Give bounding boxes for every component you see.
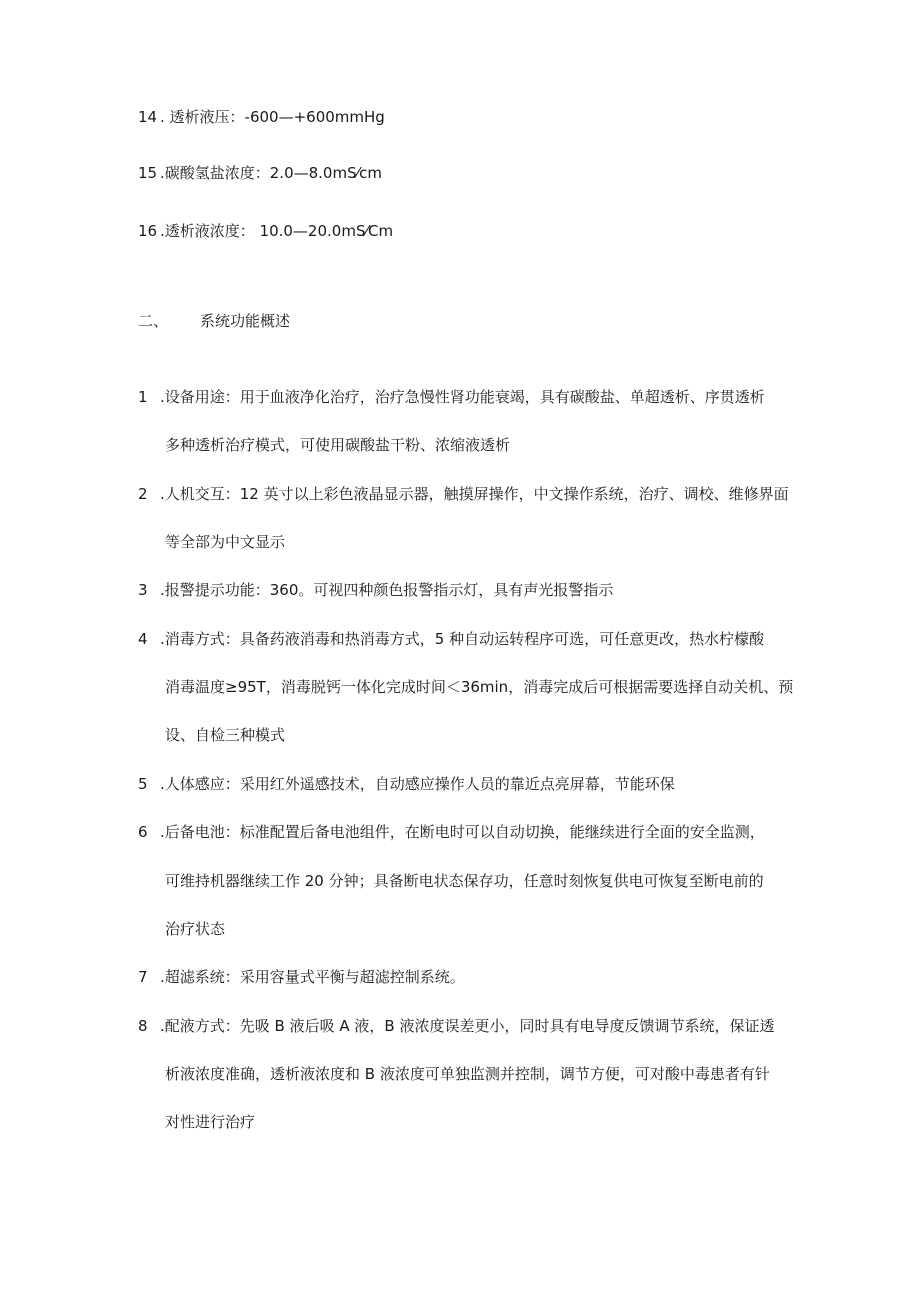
spec-text: . 透析液压：-600—+600mmHg xyxy=(160,108,385,126)
item-text: .人体感应：采用红外遥感技术，自动感应操作人员的靠近点亮屏幕，节能环保 xyxy=(160,775,675,793)
spec-text: .碳酸氢盐浓度：2.0—8.0mS⁄cm xyxy=(160,164,382,182)
item-text: 可维持机器继续工作 20 分钟；具备断电状态保存功，任意时刻恢复供电可恢复至断电前的 xyxy=(165,872,764,890)
spec-number: 16 xyxy=(138,222,158,240)
item-text: 对性进行治疗 xyxy=(165,1113,256,1131)
item-text: .设备用途：用于血液净化治疗，治疗急慢性肾功能衰竭，具有碳酸盐、单超透析、序贯透析 xyxy=(160,388,765,406)
item-text: .人机交互：12 英寸以上彩色液晶显示器，触摸屏操作，中文操作系统，治疗、调校、维修界面 xyxy=(160,485,789,503)
spec-number: 15 xyxy=(138,164,158,182)
item-number: 5 xyxy=(138,775,148,793)
section-title: 系统功能概述 xyxy=(200,312,291,330)
item-text: 析液浓度准确，透析液浓度和 B 液浓度可单独监测并控制，调节方便，可对酸中毒患者有针 xyxy=(165,1065,770,1083)
spec-number: 14 xyxy=(138,108,158,126)
item-text: 设、自检三种模式 xyxy=(165,726,286,744)
spec-text: .透析液浓度： 10.0—20.0mS⁄Cm xyxy=(160,222,394,240)
item-text: 消毒温度≥95T，消毒脱钙一体化完成时间＜36min，消毒完成后可根据需要选择自动关机、预 xyxy=(165,678,794,696)
item-number: 8 xyxy=(138,1017,148,1035)
item-number: 3 xyxy=(138,581,148,599)
item-text: .超滤系统：采用容量式平衡与超滤控制系统。 xyxy=(160,968,465,986)
section-number: 二、 xyxy=(138,312,169,330)
item-text: 治疗状态 xyxy=(165,920,226,938)
item-number: 7 xyxy=(138,968,148,986)
item-number: 4 xyxy=(138,630,148,648)
item-number: 2 xyxy=(138,485,148,503)
item-number: 1 xyxy=(138,388,148,406)
item-text: .配液方式：先吸 B 液后吸 A 液，B 液浓度误差更小，同时具有电导度反馈调节系统，保证透 xyxy=(160,1017,775,1035)
item-text: .后备电池：标准配置后备电池组件，在断电时可以自动切换，能继续进行全面的安全监测， xyxy=(160,823,765,841)
item-text: 多种透析治疗模式，可使用碳酸盐干粉、浓缩液透析 xyxy=(165,436,511,454)
item-text: .消毒方式：具备药液消毒和热消毒方式，5 种自动运转程序可选，可任意更改，热水柠檬酸 xyxy=(160,630,765,648)
item-text: 等全部为中文显示 xyxy=(165,533,286,551)
item-number: 6 xyxy=(138,823,148,841)
item-text: .报警提示功能：360。可视四种颜色报警指示灯，具有声光报警指示 xyxy=(160,581,614,599)
